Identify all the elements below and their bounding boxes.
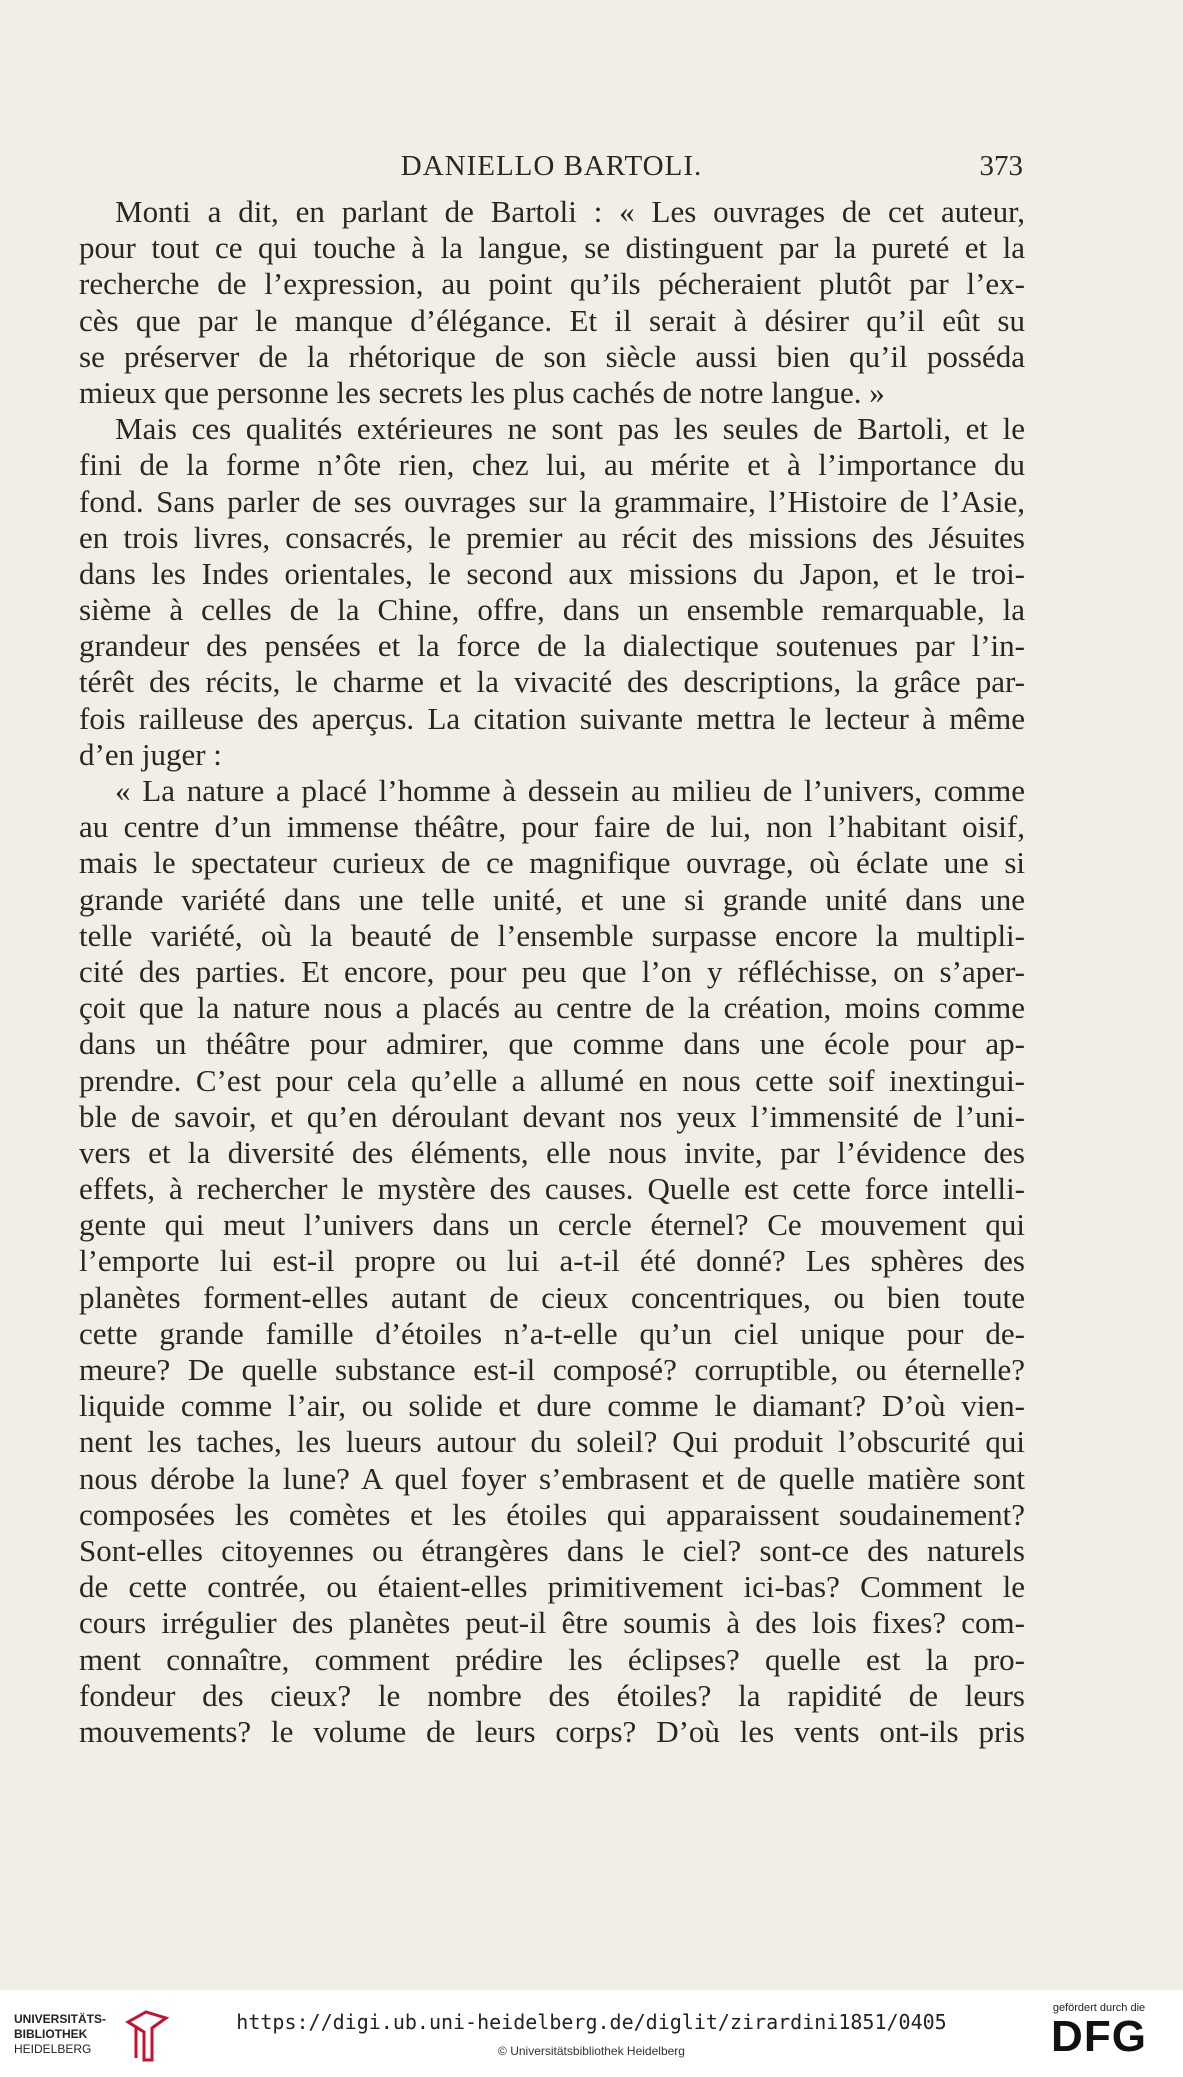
text-line: fond. Sans parler de ses ouvrages sur la grammaire, l’Histoire de l’Asie, [79,483,1025,519]
text-line: Mais ces qualités extérieures ne sont pas les seules de Bartoli, et le [115,411,1025,447]
library-name-line: BIBLIOTHEK [14,2027,88,2041]
text-line: mieux que personne les secrets les plus cachés de notre langue. » [79,374,885,410]
text-line: grande variété dans une telle unité, et une si grande unité dans une [79,881,1025,917]
text-line: mouvements? le volume de leurs corps? D’où les vents ont-ils pris [79,1713,1025,1749]
text-line: ment connaître, comment prédire les éclipses? quelle est la pro- [79,1641,1025,1677]
text-line: liquide comme l’air, ou solide et dure comme le diamant? D’où vien- [79,1388,1025,1424]
dfg-caption: gefördert durch die [1052,2002,1146,2014]
text-line: ble de savoir, et qu’en déroulant devant nos yeux l’immensité de l’uni- [79,1098,1025,1134]
text-line: effets, à rechercher le mystère des causes. Quelle est cette force intelli- [79,1171,1025,1207]
text-line: Monti a dit, en parlant de Bartoli : « Les ouvrages de cet auteur, [115,194,1025,229]
page-number: 373 [979,150,1023,182]
text-line: « La nature a placé l’homme à dessein au milieu de l’univers, comme [115,773,1025,808]
text-line: cité des parties. Et encore, pour peu que l’on y réfléchisse, on s’aper- [79,953,1025,989]
text-line: sième à celles de la Chine, offre, dans un ensemble remarquable, la [79,592,1025,628]
text-line: nent les taches, les lueurs autour du soleil? Qui produit l’obscurité qui [79,1424,1025,1460]
library-name-line: UNIVERSITÄTS- [14,2012,107,2026]
text-line: cès que par le manque d’élégance. Et il serait à désirer qu’il eût su [79,302,1025,338]
text-line: prendre. C’est pour cela qu’elle a allumé en nous cette soif inextingui- [79,1062,1025,1098]
text-line: pour tout ce qui touche à la langue, se distinguent par la pureté et la [79,230,1025,266]
text-line: planètes forment-elles autant de cieux concentriques, ou bien toute [79,1279,1025,1315]
permalink-url[interactable]: https://digi.ub.uni-heidelberg.de/diglit/zirardini1851/0405 [236,2010,947,2034]
dfg-logo[interactable] [1039,2002,1159,2072]
text-line: meure? De quelle substance est-il composé? corruptible, ou éternelle? [79,1352,1025,1387]
text-line: vers et la diversité des éléments, elle nous invite, par l’évidence des [79,1134,1025,1170]
text-line: recherche de l’expression, au point qu’ils pécheraient plutôt par l’ex- [79,266,1025,302]
text-line: l’emporte lui est-il propre ou lui a-t-il été donné? Les sphères des [79,1243,1025,1279]
text-line: çoit que la nature nous a placés au centre de la création, moins comme [79,990,1025,1026]
text-line: nous dérobe la lune? A quel foyer s’embrasent et de quelle matière sont [79,1460,1025,1496]
running-head [80,150,1023,190]
text-line: fois railleuse des aperçus. La citation suivante mettra le lecteur à même [79,700,1025,736]
text-line: cette grande famille d’étoiles n’a-t-elle qu’un ciel unique pour de- [79,1315,1025,1351]
text-line: dans les Indes orientales, le second aux missions du Japon, et le troi- [79,555,1025,591]
text-line: d’en juger : [79,736,222,772]
viewer-footer [0,1990,1183,2077]
text-line: en trois livres, consacrés, le premier au récit des missions des Jésuites [79,519,1025,555]
running-title: DANIELLO BARTOLI. [400,150,703,182]
text-line: se préserver de la rhétorique de son siècle aussi bien qu’il posséda [79,338,1025,374]
text-line: grandeur des pensées et la force de la dialectique soutenues par l’in- [79,628,1025,664]
text-line: dans un théâtre pour admirer, que comme dans une école pour ap- [79,1026,1025,1062]
dfg-wordmark: DFG [1051,2012,1147,2061]
text-line: gente qui meut l’univers dans un cercle éternel? Ce mouvement qui [79,1207,1025,1243]
text-line: composées les comètes et les étoiles qui apparaissent soudainement? [79,1496,1025,1532]
text-line: telle variété, où la beauté de l’ensemble surpasse encore la multipli- [79,917,1025,953]
text-line: au centre d’un immense théâtre, pour faire de lui, non l’habitant oisif, [79,809,1025,845]
text-line: mais le spectateur curieux de ce magnifique ouvrage, où éclate une si [79,845,1025,881]
text-line: térêt des récits, le charme et la vivacité des descriptions, la grâce par- [79,664,1025,700]
body-text [79,194,1025,1750]
text-line: de cette contrée, ou étaient-elles primitivement ici-bas? Comment le [79,1569,1025,1605]
text-line: cours irrégulier des planètes peut-il être soumis à des lois fixes? com- [79,1605,1025,1641]
copyright-notice: © Universitätsbibliothek Heidelberg [498,2044,685,2058]
text-line: fondeur des cieux? le nombre des étoiles? la rapidité de leurs [79,1677,1025,1713]
library-name-line: HEIDELBERG [14,2042,92,2056]
text-line: fini de la forme n’ôte rien, chez lui, au mérite et à l’importance du [79,447,1025,483]
text-line: Sont-elles citoyennes ou étrangères dans le ciel? sont-ce des naturels [79,1532,1025,1568]
